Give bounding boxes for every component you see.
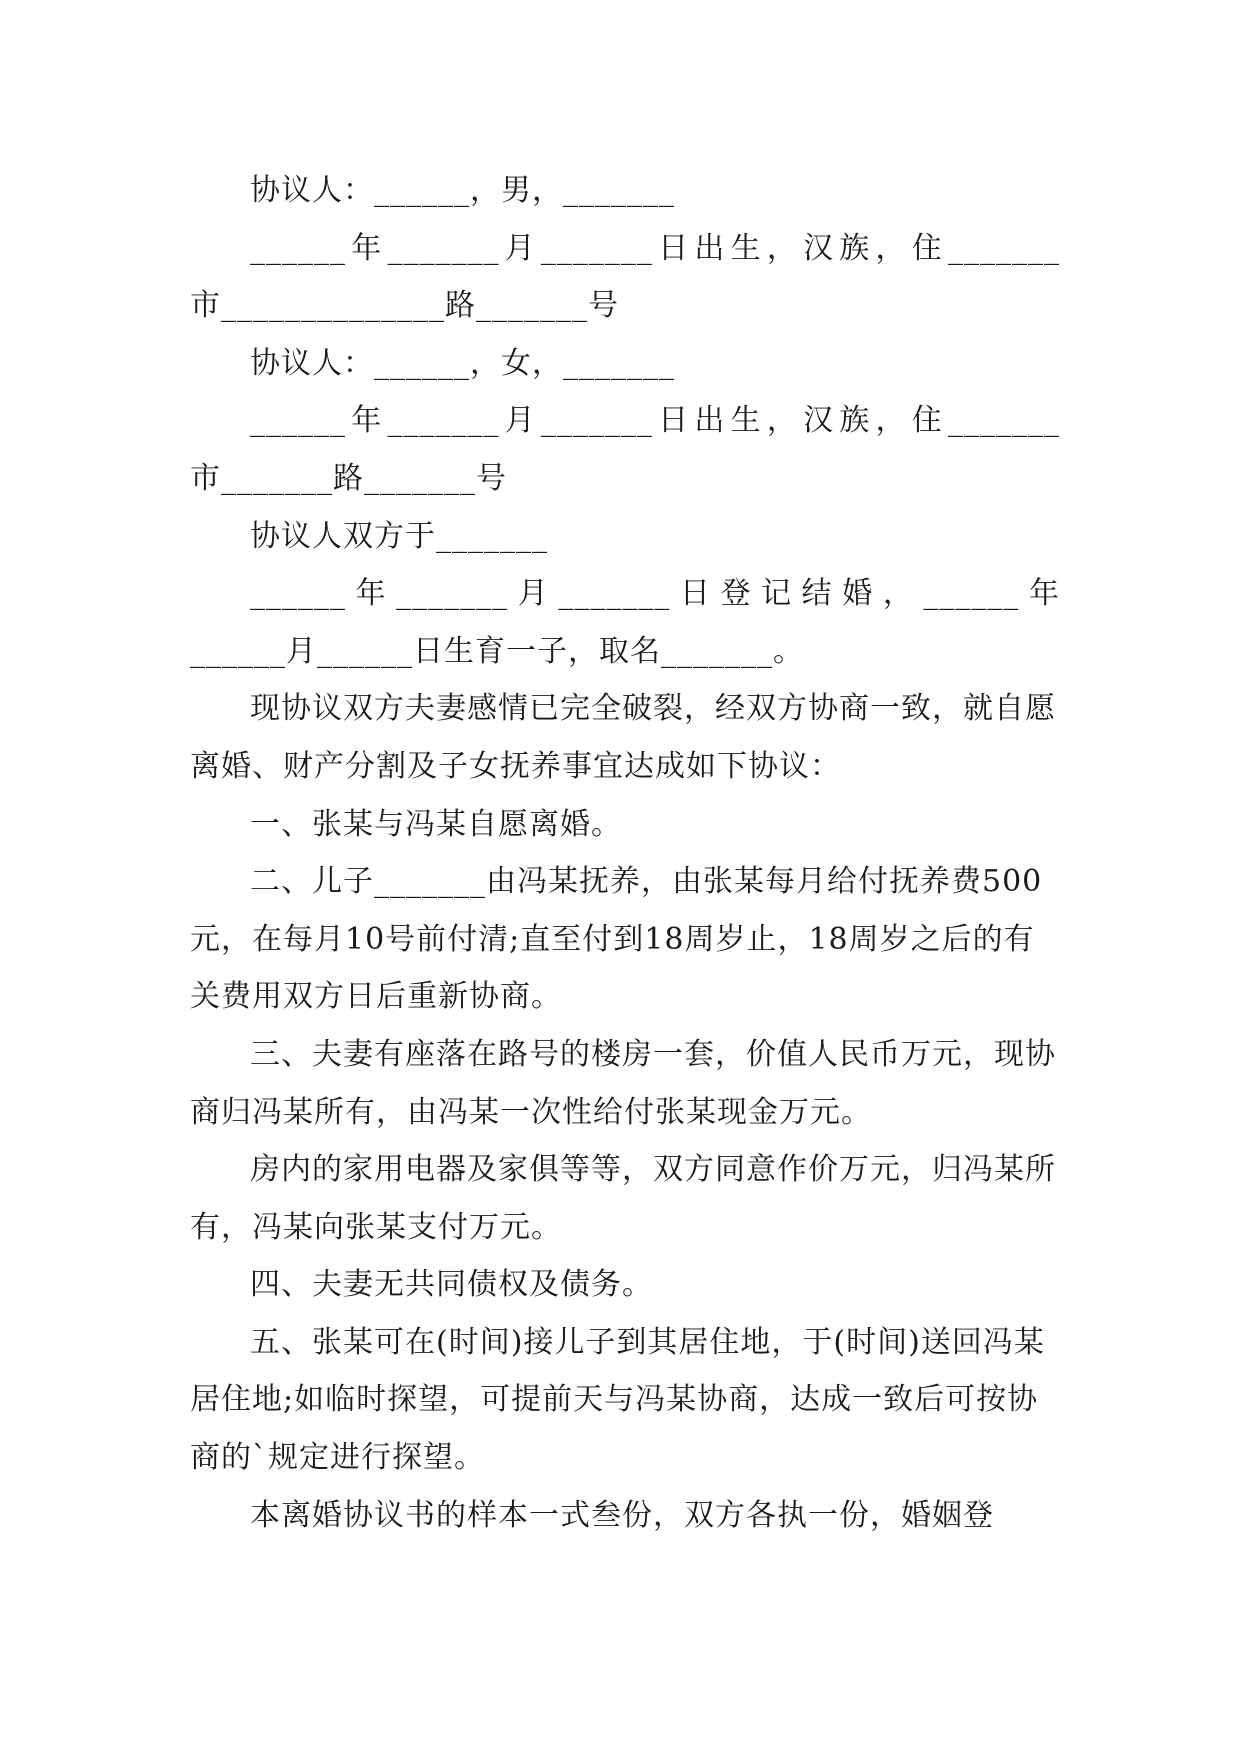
clause-four: 四、夫妻无共同债权及债务。 xyxy=(250,1267,653,1303)
copies-clause: 本离婚协议书的样本一式叁份，双方各执一份，婚姻登 xyxy=(250,1497,994,1533)
party-one-address-line: 市______________路_______号 xyxy=(190,288,619,324)
clause-three-household-items: 房内的家用电器及家俱等等，双方同意作价万元，归冯某所有，冯某向张某支付万元。 xyxy=(190,1152,1056,1245)
clause-five: 五、张某可在(时间)接儿子到其居住地，于(时间)送回冯某居住地;如临时探望，可提前天与冯某协商，达成一致后可按协商的`规定进行探望。 xyxy=(190,1324,1045,1476)
marriage-date-line: ______年_______月_______日登记结婚，______年 xyxy=(250,576,1060,612)
clause-one: 一、张某与冯某自愿离婚。 xyxy=(250,806,622,842)
marriage-intro-line: 协议人双方于_______ xyxy=(250,518,548,554)
party-two-birth-line: ______年_______月_______日出生，汉族，住_______ xyxy=(250,403,1060,439)
party-two-line: 协议人：______，女，_______ xyxy=(250,345,675,381)
clause-two: 二、儿子_______由冯某抚养，由张某每月给付抚养费500元，在每月10号前付清;直至付到18周岁止，18周岁之后的有关费用双方日后重新协商。 xyxy=(190,864,1043,1015)
party-one-line: 协议人：______，男，_______ xyxy=(250,173,675,208)
child-birth-line: ______月______日生育一子，取名_______。 xyxy=(190,633,804,669)
clause-three: 三、夫妻有座落在路号的楼房一套，价值人民币万元，现协商归冯某所有，由冯某一次性给付张某现金万元。 xyxy=(190,1036,1056,1130)
agreement-preamble: 现协议双方夫妻感情已完全破裂，经双方协商一致，就自愿离婚、财产分割及子女抚养事宜达成如下协议： xyxy=(190,691,1056,784)
party-one-birth-line: ______年_______月_______日出生，汉族，住_______ xyxy=(250,230,1060,266)
party-two-address-line: 市_______路_______号 xyxy=(190,460,507,496)
agreement-body xyxy=(190,162,1060,1544)
